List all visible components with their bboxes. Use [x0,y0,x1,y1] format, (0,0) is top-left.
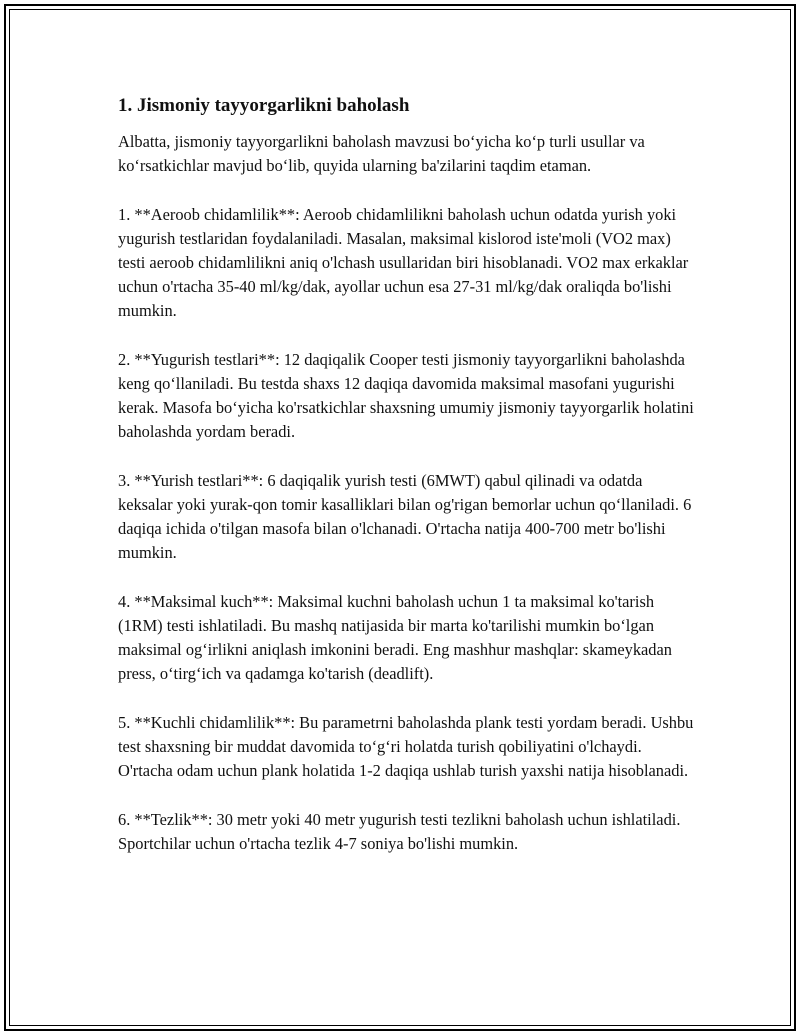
strength-endurance-paragraph: 5. **Kuchli chidamlilik**: Bu parametrni baholashda plank testi yordam beradi. Ushbu test shaxsning bir muddat davomida to‘g‘ri holatda turish qobiliyatini o'lchaydi. O'rtacha odam uchun plank holatida 1-2 daqiqa ushlab turish yaxshi natija hisoblanadi. [118,712,694,781]
document-title: 1. Jismoniy tayyorgarlikni baholash [118,95,410,116]
maximal-strength-paragraph: 4. **Maksimal kuch**: Maksimal kuchni baholash uchun 1 ta maksimal ko'tarish (1RM) testi ishlatiladi. Bu mashq natijasida bir marta ko'tarilishi mumkin bo‘lgan maksimal og‘irlikni aniqlash imkonini beradi. Eng mashhur mashqlar: skameykadan press, o‘tirg‘ich va qadamga ko'tarish (deadlift). [118,591,672,684]
running-tests-paragraph: 2. **Yugurish testlari**: 12 daqiqalik Cooper testi jismoniy tayyorgarlikni baholashda keng qo‘llaniladi. Bu testda shaxs 12 daqiqa davomida maksimal masofani yugurishi kerak. Masofa bo‘yicha ko'rsatkichlar shaxsning umumiy jismoniy tayyorgarlik holatini baholashda yordam beradi. [118,349,694,442]
walking-tests-paragraph: 3. **Yurish testlari**: 6 daqiqalik yurish testi (6MWT) qabul qilinadi va odatda keksalar yoki yurak-qon tomir kasalliklari bilan og'rigan bemorlar uchun qo‘llaniladi. 6 daqiqa ichida o'tilgan masofa bilan o'lchanadi. O'rtacha natija 400-700 metr bo'lishi mumkin. [118,470,692,563]
document-body [118,92,698,880]
aerobic-endurance-paragraph: 1. **Aeroob chidamlilik**: Aeroob chidamlilikni baholash uchun odatda yurish yoki yugurish testlaridan foydalaniladi. Masalan, maksimal kislorod iste'moli (VO2 max) testi aeroob chidamlilikni aniq o'lchash usullaridan biri hisoblanadi. VO2 max erkaklar uchun o'rtacha 35-40 ml/kg/dak, ayollar uchun esa 27-31 ml/kg/dak oraliqda bo'lishi mumkin. [118,204,689,321]
intro-paragraph: Albatta, jismoniy tayyorgarlikni baholash mavzusi bo‘yicha ko‘p turli usullar va ko‘rsatkichlar mavjud bo‘lib, quyida ularning ba'zilarini taqdim etaman. [118,132,645,176]
speed-paragraph: 6. **Tezlik**: 30 metr yoki 40 metr yugurish testi tezlikni baholash uchun ishlatiladi. Sportchilar uchun o'rtacha tezlik 4-7 soniya bo'lishi mumkin. [118,809,681,853]
